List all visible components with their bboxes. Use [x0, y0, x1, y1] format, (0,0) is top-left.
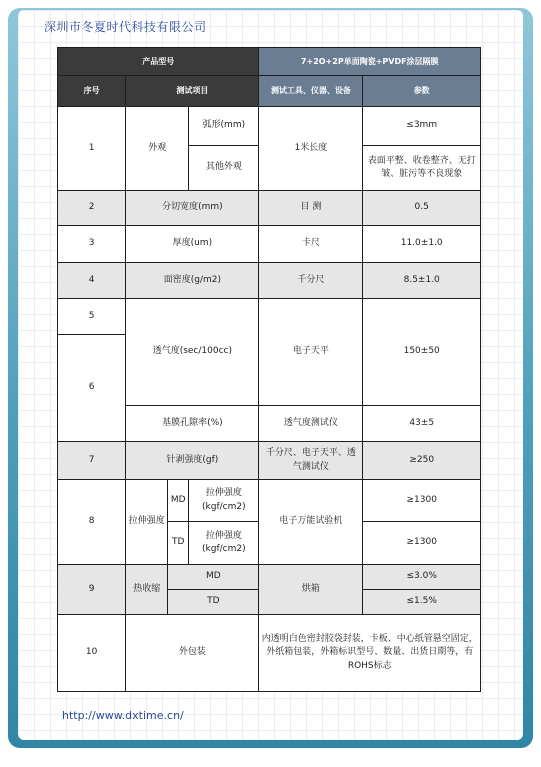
table-row: [58, 615, 481, 692]
test-param: ≤3.0%: [363, 565, 481, 590]
test-param: ≥250: [363, 442, 481, 480]
test-item: 拉伸强度: [126, 480, 168, 565]
test-direction: TD: [168, 522, 189, 565]
row-number: 3: [58, 226, 126, 263]
table-header-row: [58, 48, 481, 76]
row-number: 9: [58, 565, 126, 615]
test-param: ≥1300: [363, 480, 481, 522]
spec-table: [57, 47, 481, 692]
column-header-tool: 测试工具、仪器、设备: [259, 76, 363, 107]
row-number: 8: [58, 480, 126, 565]
product-model-value: 7+2O+2P单面陶瓷+PVDF涂层隔膜: [259, 48, 481, 76]
test-item: 面密度(g/m2): [126, 263, 259, 299]
test-subitem: 弧形(mm): [189, 107, 259, 146]
website-link[interactable]: http://www.dxtime.cn/: [62, 709, 184, 722]
test-item: 外观: [126, 107, 189, 191]
test-subitem: 其他外观: [189, 146, 259, 191]
test-direction: MD: [168, 565, 259, 590]
table-row: [58, 191, 481, 226]
test-param: ≥1300: [363, 522, 481, 565]
row-number: 1: [58, 107, 126, 191]
test-tool: 卡尺: [259, 226, 363, 263]
column-header-item: 测试项目: [126, 76, 259, 107]
product-model-label: 产品型号: [58, 48, 259, 76]
test-subitem: 拉伸强度(kgf/cm2): [189, 480, 259, 522]
company-name: 深圳市冬夏时代科技有限公司: [44, 20, 207, 34]
table-header-row: [58, 76, 481, 107]
row-number: 5: [58, 299, 126, 335]
table-row: [58, 299, 481, 335]
test-item: 厚度(um): [126, 226, 259, 263]
table-row: [58, 565, 481, 590]
test-param: 11.0±1.0: [363, 226, 481, 263]
row-number: 6: [58, 335, 126, 442]
test-tool: 烘箱: [259, 565, 363, 615]
column-header-no: 序号: [58, 76, 126, 107]
row-number: 4: [58, 263, 126, 299]
test-tool: 千分尺: [259, 263, 363, 299]
test-param: 150±50: [363, 299, 481, 406]
test-tool: 千分尺、电子天平、透气测试仪: [259, 442, 363, 480]
table-row: [58, 442, 481, 480]
column-header-param: 参数: [363, 76, 481, 107]
row-number: 10: [58, 615, 126, 692]
test-item: 针剥强度(gf): [126, 442, 259, 480]
row-number: 7: [58, 442, 126, 480]
test-direction: TD: [168, 590, 259, 615]
test-param: 表面平整、收卷整齐、无打皱、脏污等不良现象: [363, 146, 481, 191]
test-tool: 1米长度: [259, 107, 363, 191]
row-number: 2: [58, 191, 126, 226]
test-param: ≤3mm: [363, 107, 481, 146]
table-row: [58, 263, 481, 299]
packaging-description: 内透明白色密封胶袋封装，卡板、中心纸管悬空固定，外纸箱包装，外箱标识型号、数量、出货日期等，有ROHS标志: [259, 615, 481, 692]
test-item: 分切宽度(mm): [126, 191, 259, 226]
table-row: [58, 107, 481, 146]
test-param: 43±5: [363, 406, 481, 442]
test-tool: 电子万能试验机: [259, 480, 363, 565]
test-direction: MD: [168, 480, 189, 522]
test-item: 热收缩: [126, 565, 168, 615]
table-row: [58, 226, 481, 263]
test-tool: 目 测: [259, 191, 363, 226]
test-tool: 电子天平: [259, 299, 363, 406]
test-item: 透气度(sec/100cc): [126, 299, 259, 406]
test-param: 0.5: [363, 191, 481, 226]
table-row: [58, 480, 481, 522]
test-item: 外包装: [126, 615, 259, 692]
test-item: 基膜孔隙率(%): [126, 406, 259, 442]
test-subitem: 拉伸强度(kgf/cm2): [189, 522, 259, 565]
test-tool: 透气度测试仪: [259, 406, 363, 442]
test-param: ≤1.5%: [363, 590, 481, 615]
test-param: 8.5±1.0: [363, 263, 481, 299]
